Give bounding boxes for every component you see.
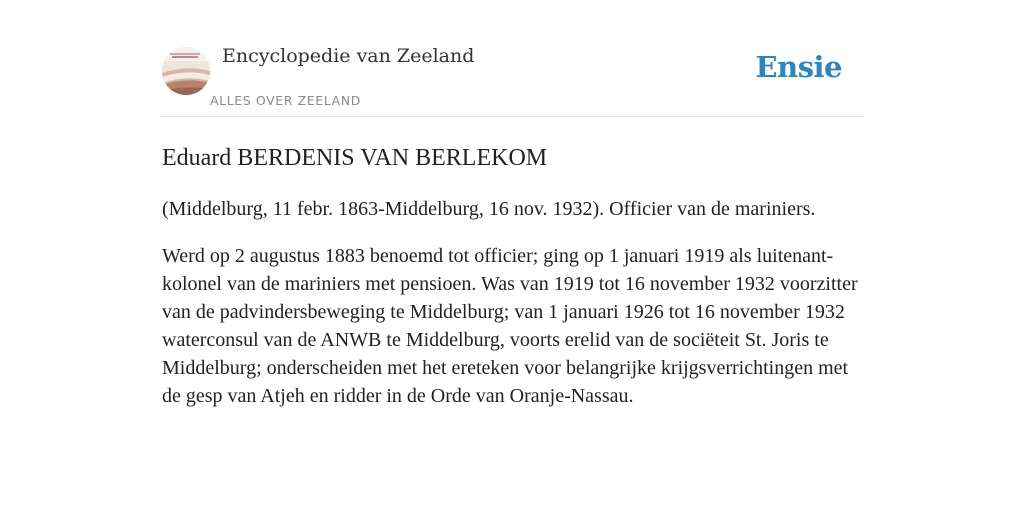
site-header — [162, 0, 862, 117]
article-title: Eduard BERDENIS VAN BERLEKOM — [162, 145, 548, 171]
article-intro: (Middelburg, 11 febr. 1863-Middelburg, 16 nov. 1932). Officier van de mariniers. — [162, 198, 816, 220]
site-title-link[interactable]: Encyclopedie van Zeeland — [222, 45, 475, 67]
content-container — [162, 0, 862, 410]
book-thumbnail-icon[interactable] — [162, 47, 210, 95]
ensie-logo-link[interactable]: Ensie — [755, 50, 842, 84]
article-body: Werd op 2 augustus 1883 benoemd tot officier; ging op 1 januari 1919 als luitenant-kolonel van de mariniers met pensioen. Was van 1919 tot 16 november 1932 voorzitter van de padvindersbeweging te Middelburg; van 1 januari 1926 tot 16 november 1932 waterconsul van de ANWB te Middelburg, voorts erelid van de sociëteit St. Joris te Middelburg; onderscheiden met het ereteken voor belangrijke krijgsverrichtingen met de gesp van Atjeh en ridder in de Orde van Oranje-Nassau. — [162, 245, 858, 407]
site-subtitle: ALLES OVER ZEELAND — [210, 93, 361, 108]
